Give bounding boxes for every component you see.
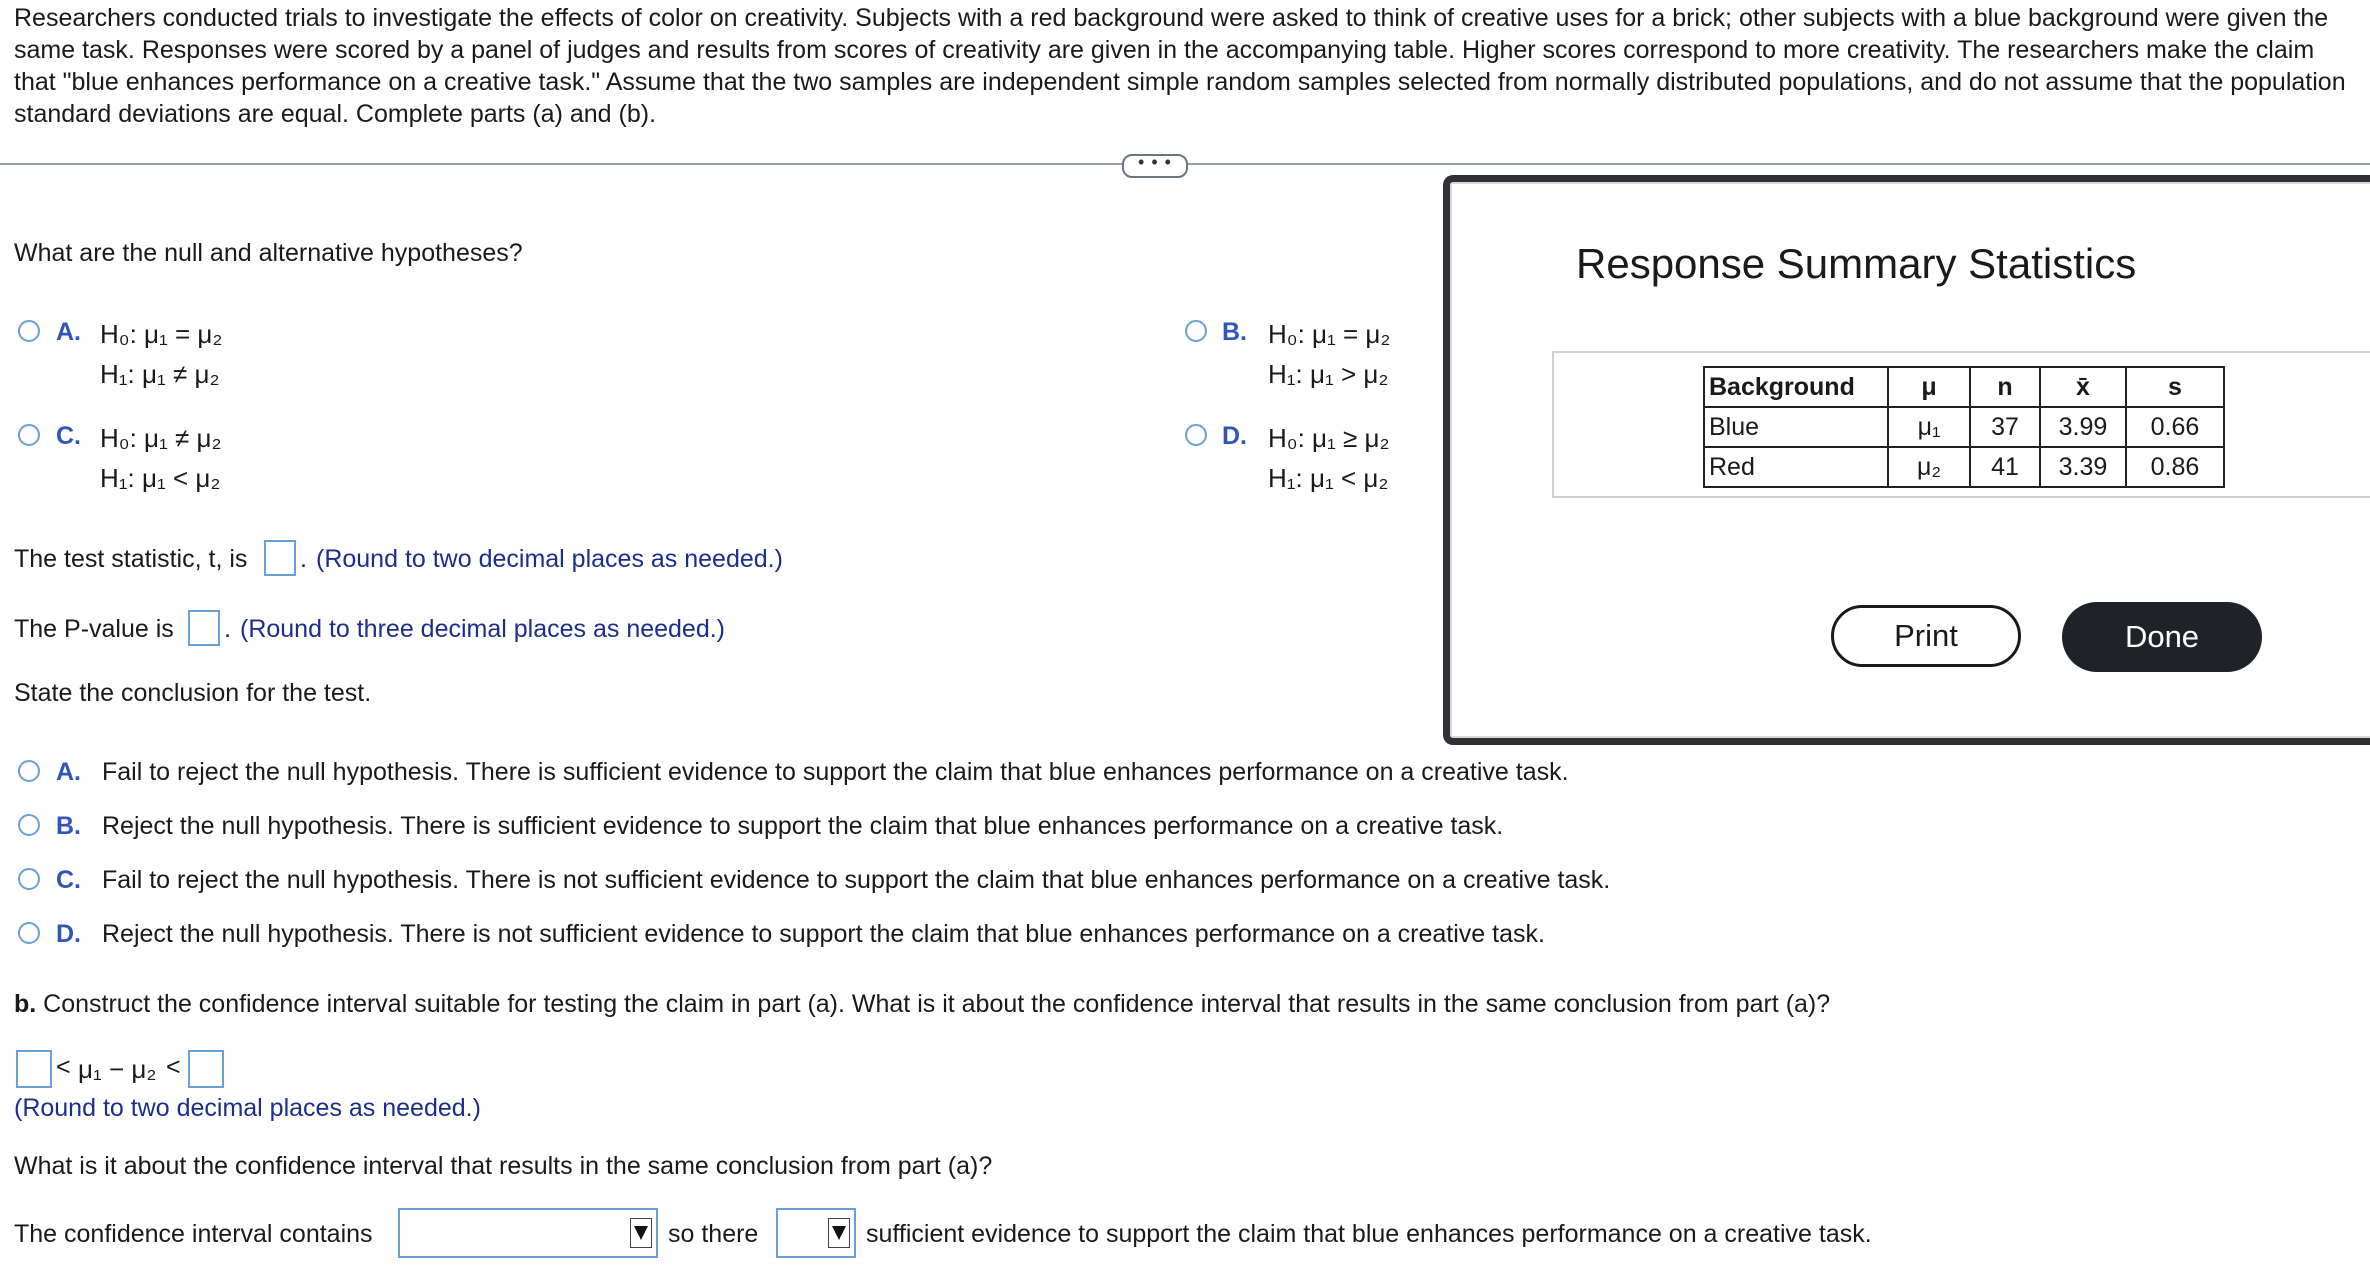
hypothesis-c-letter: C.	[56, 422, 81, 450]
hypothesis-b-h1: H₁: μ₁ > μ₂	[1268, 359, 1389, 389]
more-button[interactable]: • • •	[1122, 154, 1188, 178]
hypothesis-b-radio[interactable]	[1185, 320, 1207, 342]
test-statistic-hint: (Round to two decimal places as needed.)	[316, 545, 783, 573]
cell-s: 0.86	[2126, 447, 2224, 487]
header-s: s	[2126, 367, 2224, 407]
summary-statistics-panel	[1443, 175, 2370, 745]
statistics-table	[1703, 366, 2225, 488]
conclusion-d-letter: D.	[56, 920, 81, 948]
cell-background: Blue	[1704, 407, 1888, 447]
part-b-question-text: Construct the confidence interval suitable for testing the claim in part (a). What is it about the confidence interval that results in the same conclusion from part (a)?	[43, 990, 1831, 1018]
print-button[interactable]: Print	[1831, 605, 2021, 667]
header-mu: μ	[1888, 367, 1970, 407]
conclusion-c-letter: C.	[56, 866, 81, 894]
part-b-label: b.	[14, 990, 37, 1018]
table-row	[1704, 407, 2224, 447]
ci-so-there: so there	[668, 1220, 759, 1248]
test-statistic-input[interactable]	[264, 540, 296, 576]
ci-upper-input[interactable]	[188, 1050, 224, 1088]
done-button[interactable]: Done	[2062, 602, 2262, 672]
part-b-question	[14, 988, 1830, 1020]
dropdown-arrow-icon	[630, 1218, 652, 1248]
conclusion-d-radio[interactable]	[18, 922, 40, 944]
table-header-row	[1704, 367, 2224, 407]
intro-text: Researchers conducted trials to investigate the effects of color on creativity. Subjects with a red background were asked to think of creative uses for a brick; other subjects with a blue background were given the same task. Responses were scored by a panel of judges and results from scores of creativity are given in the accompanying table. Higher scores correspond to more creativity. The researchers make the claim that "blue enhances performance on a creative task." Assume that the two samples are independent simple random samples selected from normally distributed populations, and do not assume that the population standard deviations are equal. Complete parts (a) and (b).	[14, 4, 2346, 128]
test-statistic-period: .	[300, 545, 307, 573]
hypothesis-a-radio[interactable]	[18, 320, 40, 342]
hypothesis-b-letter: B.	[1222, 318, 1247, 346]
conclusion-d-text: Reject the null hypothesis. There is not sufficient evidence to support the claim that blue enhances performance on a creative task.	[102, 920, 1545, 948]
hypothesis-a-letter: A.	[56, 318, 81, 346]
p-value-input[interactable]	[188, 610, 220, 646]
conclusion-b-text: Reject the null hypothesis. There is sufficient evidence to support the claim that blue enhances performance on a creative task.	[102, 812, 1504, 840]
p-value-hint: (Round to three decimal places as needed.)	[240, 615, 726, 643]
conclusion-prompt: State the conclusion for the test.	[14, 679, 372, 707]
ci-less-than-2: <	[166, 1053, 181, 1081]
hypothesis-c-radio[interactable]	[18, 424, 40, 446]
panel-title: Response Summary Statistics	[1576, 240, 2137, 287]
conclusion-a-text: Fail to reject the null hypothesis. There is sufficient evidence to support the claim that blue enhances performance on a creative task.	[102, 758, 1569, 786]
hypothesis-d-h0: H₀: μ₁ ≥ μ₂	[1268, 423, 1390, 453]
ci-hint: (Round to two decimal places as needed.)	[14, 1094, 481, 1122]
hypothesis-b-h0: H₀: μ₁ = μ₂	[1268, 319, 1391, 349]
cell-n: 41	[1970, 447, 2040, 487]
dropdown-arrow-icon	[828, 1218, 850, 1248]
conclusion-c-radio[interactable]	[18, 868, 40, 890]
hypotheses-question: What are the null and alternative hypotheses?	[14, 239, 523, 267]
hypothesis-c-h0: H₀: μ₁ ≠ μ₂	[100, 423, 222, 453]
conclusion-a-radio[interactable]	[18, 760, 40, 782]
ci-lower-input[interactable]	[16, 1050, 52, 1088]
cell-xbar: 3.99	[2040, 407, 2126, 447]
header-background: Background	[1704, 367, 1888, 407]
header-xbar: x̄	[2040, 367, 2126, 407]
hypothesis-d-letter: D.	[1222, 422, 1247, 450]
evidence-dropdown[interactable]	[776, 1208, 856, 1258]
hypothesis-c-h1: H₁: μ₁ < μ₂	[100, 463, 221, 493]
hypothesis-d-radio[interactable]	[1185, 424, 1207, 446]
table-row	[1704, 447, 2224, 487]
p-value-period: .	[224, 615, 231, 643]
test-statistic-label: The test statistic, t, is	[14, 545, 248, 573]
cell-s: 0.66	[2126, 407, 2224, 447]
ci-conclusion-text: sufficient evidence to support the claim that blue enhances performance on a creative task.	[866, 1220, 1872, 1248]
ci-less-than-1: <	[56, 1053, 71, 1081]
cell-background: Red	[1704, 447, 1888, 487]
conclusion-a-letter: A.	[56, 758, 81, 786]
p-value-label: The P-value is	[14, 615, 174, 643]
conclusion-c-text: Fail to reject the null hypothesis. There is not sufficient evidence to support the claim that blue enhances performance on a creative task.	[102, 866, 1611, 894]
cell-mu: μ₁	[1888, 407, 1970, 447]
hypothesis-a-h0: H₀: μ₁ = μ₂	[100, 319, 223, 349]
header-n: n	[1970, 367, 2040, 407]
cell-xbar: 3.39	[2040, 447, 2126, 487]
ci-contains-dropdown[interactable]	[398, 1208, 658, 1258]
ci-expression: μ₁ − μ₂	[78, 1054, 157, 1084]
ci-question: What is it about the confidence interval that results in the same conclusion from part (a)?	[14, 1152, 993, 1180]
conclusion-b-letter: B.	[56, 812, 81, 840]
hypothesis-a-h1: H₁: μ₁ ≠ μ₂	[100, 359, 220, 389]
conclusion-b-radio[interactable]	[18, 814, 40, 836]
ci-contains-label: The confidence interval contains	[14, 1220, 373, 1248]
hypothesis-d-h1: H₁: μ₁ < μ₂	[1268, 463, 1389, 493]
cell-mu: μ₂	[1888, 447, 1970, 487]
cell-n: 37	[1970, 407, 2040, 447]
